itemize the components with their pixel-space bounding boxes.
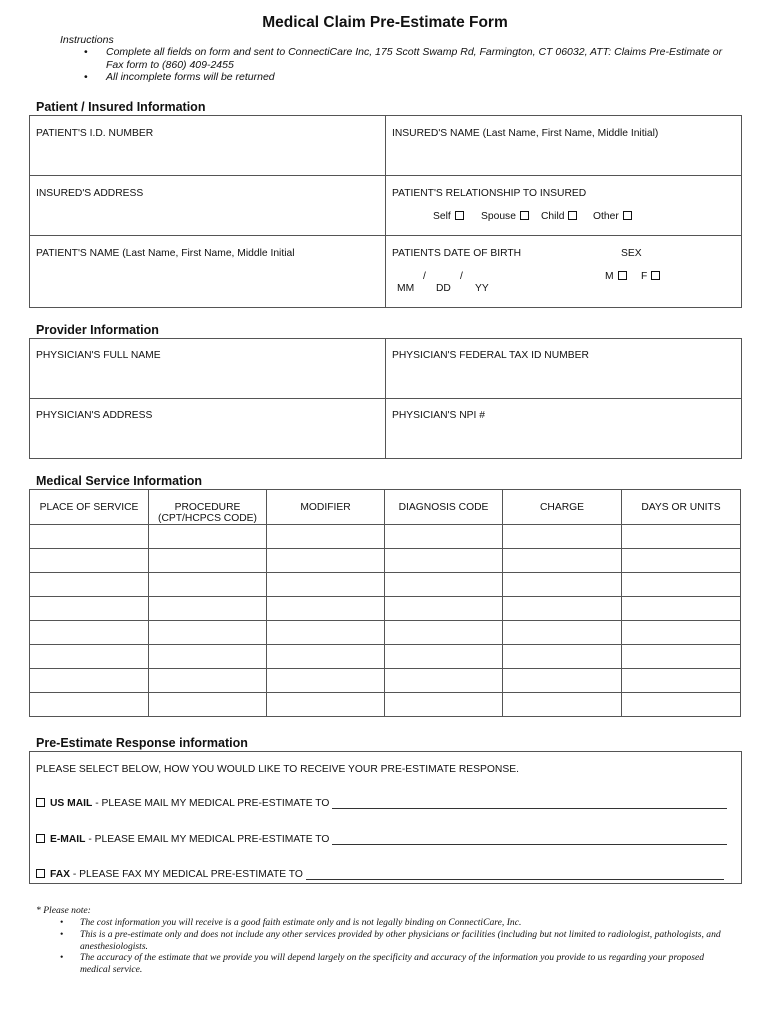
patient-id-field[interactable]: PATIENT'S I.D. NUMBER [36,128,154,139]
table-cell[interactable] [267,525,385,549]
table-cell[interactable] [30,549,149,573]
table-cell[interactable] [385,621,503,645]
table-cell[interactable] [149,669,267,693]
table-cell[interactable] [149,549,267,573]
table-cell[interactable] [385,573,503,597]
table-cell[interactable] [622,549,741,573]
table-cell[interactable] [30,525,149,549]
table-row [30,549,741,573]
table-cell[interactable] [622,525,741,549]
table-cell[interactable] [385,597,503,621]
provider-section-heading: Provider Information [36,323,159,337]
checkbox-icon [36,869,45,878]
checkbox-icon [618,271,627,280]
table-cell[interactable] [503,669,622,693]
divider [385,115,386,307]
table-cell[interactable] [30,621,149,645]
table-cell[interactable] [149,645,267,669]
table-cell[interactable] [267,621,385,645]
table-row [30,693,741,717]
table-cell[interactable] [503,621,622,645]
physician-name-field[interactable]: PHYSICIAN'S FULL NAME [36,350,161,361]
checkbox-icon [455,211,464,220]
table-cell[interactable] [30,597,149,621]
us-mail-option[interactable]: US MAIL - PLEASE MAIL MY MEDICAL PRE-ESTIMATE TO [36,798,726,809]
rel-child-checkbox[interactable]: Child [541,211,577,222]
table-cell[interactable] [385,693,503,717]
dob-month[interactable]: MM [397,283,415,294]
table-cell[interactable] [267,549,385,573]
table-cell[interactable] [385,669,503,693]
dob-slash: / [460,271,463,282]
table-cell[interactable] [503,573,622,597]
checkbox-icon [520,211,529,220]
notes-block [36,905,736,976]
dob-label: PATIENTS DATE OF BIRTH [392,248,522,259]
table-row [30,669,741,693]
checkbox-icon [36,834,45,843]
col-header: PROCEDURE (CPT/HCPCS CODE) [149,490,267,525]
table-cell[interactable] [622,621,741,645]
table-row [30,597,741,621]
patient-section-heading: Patient / Insured Information [36,100,206,114]
note-item: • The cost information you will receive is a good faith estimate only and is not legally binding on ConnectiCare, Inc. [36,917,736,929]
relationship-label: PATIENT'S RELATIONSHIP TO INSURED [392,188,587,199]
sex-label: SEX [621,248,642,259]
patient-name-field[interactable]: PATIENT'S NAME (Last Name, First Name, Middle Initial [36,248,295,259]
response-prompt: PLEASE SELECT BELOW, HOW YOU WOULD LIKE TO RECEIVE YOUR PRE-ESTIMATE RESPONSE. [36,764,519,775]
col-header: CHARGE [503,490,622,525]
table-cell[interactable] [267,573,385,597]
npi-field[interactable]: PHYSICIAN'S NPI # [392,410,485,421]
instructions-list [84,46,734,84]
fax-number-line[interactable] [306,870,724,880]
divider [29,398,741,399]
divider [29,235,741,236]
table-cell[interactable] [149,621,267,645]
service-section-heading: Medical Service Information [36,474,203,488]
dob-year[interactable]: YY [475,283,489,294]
table-cell[interactable] [622,669,741,693]
table-cell[interactable] [503,597,622,621]
table-row [30,525,741,549]
tax-id-field[interactable]: PHYSICIAN'S FEDERAL TAX ID NUMBER [392,350,589,361]
checkbox-icon [568,211,577,220]
col-header: DIAGNOSIS CODE [385,490,503,525]
table-cell[interactable] [267,597,385,621]
table-cell[interactable] [622,573,741,597]
table-cell[interactable] [385,549,503,573]
email-address-line[interactable] [332,835,727,845]
rel-other-checkbox[interactable]: Other [593,211,632,222]
rel-self-checkbox[interactable]: Self [433,211,464,222]
table-cell[interactable] [30,573,149,597]
notes-label: * Please note: [36,905,91,916]
table-cell[interactable] [503,645,622,669]
col-header: MODIFIER [267,490,385,525]
table-cell[interactable] [503,525,622,549]
table-cell[interactable] [149,573,267,597]
insured-address-field[interactable]: INSURED'S ADDRESS [36,188,144,199]
response-section-heading: Pre-Estimate Response information [36,736,248,750]
checkbox-icon [623,211,632,220]
us-mail-address-line[interactable] [332,799,727,809]
table-row [30,645,741,669]
table-cell[interactable] [267,645,385,669]
checkbox-icon [651,271,660,280]
table-cell[interactable] [622,693,741,717]
sex-female-checkbox[interactable]: F [641,271,660,282]
table-cell[interactable] [30,693,149,717]
instruction-item: • Complete all fields on form and sent to ConnectiCare Inc, 175 Scott Swamp Rd, Farmington, CT 06032, ATT: Claims Pre-Estimate or Fax form to (860) 409-2455 [84,46,734,71]
table-cell[interactable] [503,549,622,573]
table-cell[interactable] [622,645,741,669]
table-cell[interactable] [149,597,267,621]
fax-option[interactable]: FAX - PLEASE FAX MY MEDICAL PRE-ESTIMATE TO [36,869,726,880]
service-table [29,489,741,717]
instructions-label: Instructions [60,34,114,46]
table-cell[interactable] [30,669,149,693]
table-cell[interactable] [385,525,503,549]
table-cell[interactable] [503,693,622,717]
table-cell[interactable] [149,525,267,549]
sex-male-checkbox[interactable]: M [605,271,627,282]
dob-day[interactable]: DD [436,283,451,294]
note-item: • This is a pre-estimate only and does not include any other services provided by other physicians or facilities (including but not limited to radiologist, pathologists, and anesthesiologists. [36,929,736,953]
email-option[interactable]: E-MAIL - PLEASE EMAIL MY MEDICAL PRE-ESTIMATE TO [36,834,726,845]
col-header: PLACE OF SERVICE [30,490,149,525]
insured-name-field[interactable]: INSURED'S NAME (Last Name, First Name, Middle Initial) [392,128,659,139]
table-row [30,573,741,597]
table-cell[interactable] [622,597,741,621]
table-row [30,621,741,645]
checkbox-icon [36,798,45,807]
instruction-item: • All incomplete forms will be returned [84,71,734,84]
divider [29,175,741,176]
table-cell[interactable] [385,645,503,669]
col-header: DAYS OR UNITS [622,490,741,525]
rel-spouse-checkbox[interactable]: Spouse [481,211,529,222]
dob-slash: / [423,271,426,282]
table-cell[interactable] [30,645,149,669]
physician-address-field[interactable]: PHYSICIAN'S ADDRESS [36,410,153,421]
table-cell[interactable] [149,693,267,717]
table-cell[interactable] [267,669,385,693]
table-cell[interactable] [267,693,385,717]
note-item: • The accuracy of the estimate that we provide you will depend largely on the specificity and accuracy of the information you provide to us regarding your proposed medical service. [36,952,736,976]
form-title: Medical Claim Pre-Estimate Form [262,14,508,31]
